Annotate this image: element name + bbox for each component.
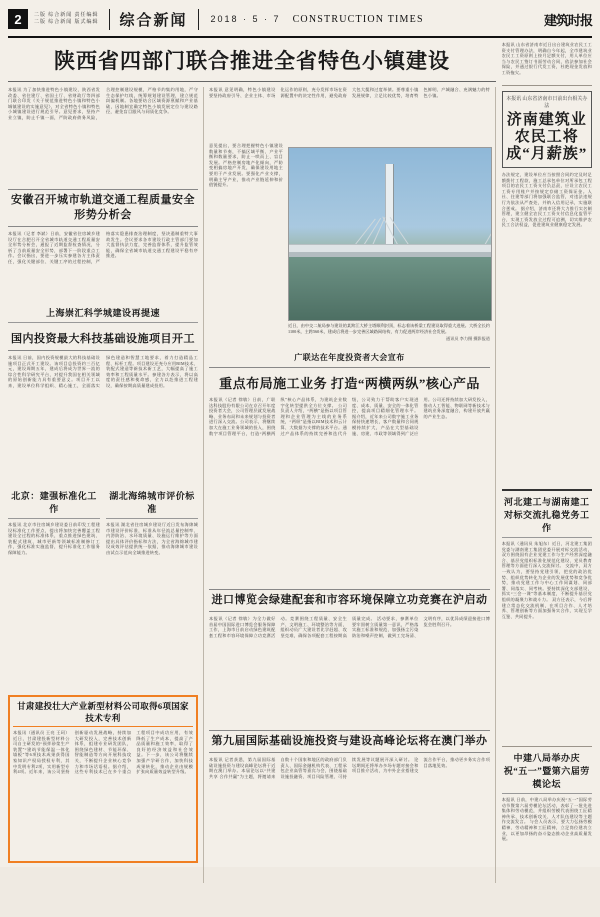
article-body-cscec8: 本报讯 日前，中建八局举办庆祝“五一”国际劳动节暨第六届劳模论坛活动，表彰了一批先进集体和劳动模范，并组织劳模代表围绕工匠精神传承、技术创新攻关、人才队伍建设等主题作交流发言。 与会人员表示，要大力弘扬劳模精神、劳动精神和工匠精神，立足岗位建功立业，以更加昂扬的奋斗姿态推动企业高质量发展。 [501,797,592,842]
article-title-glodon: 重点布局施工业务 打造“两横两纵”核心产品 [219,376,480,391]
column-middle [204,87,496,883]
kicker-glodon: 广联达在年度投资者大会宣布 [209,348,490,368]
divider [502,85,592,86]
feature-headline: 济南建筑业农民工将成“月薪族” [506,112,588,162]
article-title-shanghai: 上海崇汇科学城建设再提速 [8,307,198,323]
feature-kicker: 本报讯 山东省济南市日前出台相关办法 [506,97,588,109]
highlighted-article-body: 本报讯（通讯员 王亮 王珂）近日，甘肃建投新型材料公司自主研发的“预拌砂浆生产装置”“建筑节能保温一体化墙板”等6项技术成果获得国家知识产权局授权专利，其中发明专利2项，实用新型专利4项。近年来，该公司坚持创新驱动发展战略，持续加大研发投入，完善技术创新体系，组建专业研发团队，围绕绿色建材、节能环保、智能制造等方向开展科技攻关，不断提升企业核心竞争力和市场话语权。据介绍，这些专利技术已在多个重点工程项目中成功应用，有效降低了生产成本，提高了产品质量和施工效率，取得了良好的经济效益和社会效益。下一步，该公司将继续加强产学研合作，加快科技成果转化，推动企业由规模扩张向质量效益转型升级。 [13,730,193,775]
feature-headline-block [502,91,592,168]
article-body-beijing-standard: 本报讯 北京市住房城乡建设委日前印发工程建设标准化工作要点，提出将加快完善覆盖工程建设全过程的标准体系，重点推进绿色建筑、装配式建筑、城市更新等领域标准制修订工作，强化标准实施监督，提升标准化工作服务保障能力。 [8,522,100,555]
article-body-macau-forum: 本报讯 记者获悉，第九届国际基础设施投资与建设高峰论坛将于近期在澳门举办。本届论坛以“共建共享 合作共赢”为主题，将邀请来自数十个国家和地区的政府部门负责人、国际金融机构代表、工程承包企业高管等嘉宾与会，围绕基础设施投融资、项目风险管理、可持续发展等议题展开深入研讨。 论坛期间还将举办多场专题对接会和项目推介活动，为中外企业搭建交流合作平台，推动更多务实合作项目落地见效。 [209,757,490,779]
lead-col-2: 意见提出，要合理把握特色小镇建设数量和节奏，不搞区域平衡、产业平衡和数量要求，防止一哄而上、盲目发展。严格控制房地产化倾向，严防变相搞房地产开发，确保建设用地主要用于产业发展。要强化产业支撑，明确主导产业，推动产业链延伸和价值链提升。 [209,143,283,188]
main-headline-wrap [8,42,496,82]
divider-thick [502,489,592,491]
article-title-hebei-hunan: 河北建工与湖南建工对标交流扎稳党务工作 [502,496,592,538]
photo-credit: 通讯员 李力摄 摄影报道 [446,336,490,341]
article-body-hebei-hunan: 本报讯（通讯员 朱旭东）近日，河北建工集团党委与湖南建工集团党委开展对标交流活动，双方围绕国有企业党建工作与生产经营深度融合、基层党组织标准化规范化建设、党员教育管理等方面进行深入交流探讨。 交流中，双方一致认为，要坚持党建引领，把党的政治优势、组织优势转化为企业的发展优势和竞争优势，推动党建工作与中心工作同谋划、同部署、同落实、同考核。要持续深化支部建设，抓实“三会一课”等基本制度，不断提升基层党组织的凝聚力和战斗力。 双方还表示，今后将建立常态化交流机制，在项目合作、人才培养、管理创新等方面加强务实合作，实现互学互鉴、共同提升。 [501,541,592,619]
edition-line-1: 二版 综合新闻 责任编辑 [34,13,99,18]
article-body-anhui-rail: 本报讯（记者 李斌）日前，安徽省住房城乡建设厅在合肥召开全省城市轨道交通工程质量安全形势分析会，通报了近期监督检查情况，分析了当前质量安全形势，部署下一阶段重点工作。会议指出，要进一步压实参建各方主体责任，强化关键部位、关键工序的过程控制，严格落实隐患排查治理制度，坚决遏制重特大事故发生。会议要求各市建设行政主管部门要加大监督执法力度，完善监督体系，提升监管效能，确保全省城市轨道交通工程建设平稳有序推进。 [8,231,198,264]
right-top-body: 本报讯 山东省济南市近日出台建筑业农民工工资支付管理办法，明确自今年起，全市建筑业农民工工资原则上按月足额支付，用人单位应当与农民工签订书面劳动合同，依法参加社会保险，并通过银行代发工资，杜绝现金发放和工资拖欠。 [501,42,592,75]
masthead [8,6,592,38]
main-headline: 陕西省四部门联合推进全省特色小镇建设 [8,42,496,82]
article-title-anhui-rail: 安徽召开城市轨道交通工程质量安全形势分析会 [8,189,198,227]
page-number: 2 [8,9,28,29]
article-body-expo: 本报讯（记者 徐敏）为全力做好首届中国国际进口博览会服务保障工作，上海市日前启动绿色建筑配套工程和市容环境保障立功竞赛活动。竞赛围绕工程质量、安全生产、文明施工、环境整治等方面，组织动员广大建设者比学赶超、攻坚克难，确保各项配套工程按期高质量完成。 活动要求，参赛单位要牢固树立质量第一意识，严格落实施工标准和规范，加强扬尘污染防治和噪声控制，做到工完场清、文明有序，以优异成绩迎接进口博览会胜利召开。 [209,616,490,638]
bridge-photo [288,147,492,321]
column-right [497,42,592,873]
divider [502,746,592,747]
page-body [8,42,592,873]
issue-date: 2018 · 5 · 7 [210,14,281,24]
highlighted-article [8,695,198,863]
edition-line-2: 二版 综合新闻 版式编辑 [34,20,99,25]
photo-water [289,256,491,320]
section-title: 综合新闻 [109,9,199,30]
photo-bridge-deck-shadow [289,252,491,257]
article-title-sci-infra: 国内投资最大科技基础设施项目开工 [8,329,198,351]
highlighted-article-title: 甘肃建投壮大产业新型材料公司取得6项国家技术专利 [13,700,193,727]
photo-caption: 近日，由中交二航局参与建设的某跨江大桥主塔顺利封顶，标志着该桥梁工程建设取得重大进展。大桥全长约1100米，主跨560米，建成后将进一步完善区域路网结构，有力促进两岸经济社会发展。 [288,323,490,334]
article-title-cscec8: 中建八局举办庆祝“五一”暨第六届劳模论坛 [502,752,592,794]
article-body-sci-infra: 本报讯 日前，国内投资规模最大的科技基础设施项目正式开工建设。该项目总投资约三百亿元，建设周期五年，建成后将成为世界一流的综合性科学研究平台，对提升我国在相关领域的原始创新能力具有重要意义。项目开工以来，建设单位科学组织、精心施工，全面落实绿色建造和智慧工地要求，着力打造精品工程、标杆工程。项目建设还充分应用BIM技术、装配式建造等新技术新工艺，大幅提高了施工效率和工程质量水平。参建各方表示，将以高度的责任感和使命感，全力以赴推进工程建设，确保按期高质量建成投用。 [8,355,198,388]
edition-info [34,12,99,26]
article-title-expo: 进口博览会绿建配套和市容环境保障立功竞赛在沪启动 [209,589,490,612]
article-title-macau-forum: 第九届国际基础设施投资与建设高峰论坛将在澳门举办 [209,730,490,753]
feature-body: 办法规定，建设单位应当按照合同约定及时足额拨付工程款，施工总承包单位对所承包工程项目的农民工工资支付负总责，应设立农民工工资专用账户并按规定存储工资保证金。人社、住建等部门将加强联合监管，对违法违规行为依法从严查处，并纳入信用记录，实施联合惩戒。 据介绍，济南市还将大力推行实名制管理，建立健全农民工工资支付信息化监管平台，实现工资发放全过程可追溯，切实维护农民工合法权益，促进建筑业健康稳定发展。 [501,172,592,228]
article-body-glodon: 本报讯（记者 徐敏）日前，广联达科技股份有限公司在京召开年度投资者大会，公司管理层就发展战略、业务布局和未来规划与投资者进行深入交流。公司表示，将继续加大在施工业务领域的投入，围绕数字项目管理平台，打造“两横两纵”核心产品体系，为建筑企业数字化转型提供全方位支撑。 公司负责人介绍，“两横”是指以项目管理和企业管理为主线的业务系统，“两纵”是指以BIM技术和云计算、大数据为支撑的技术平台。通过产品体系的持续完善和迭代升级，公司致力于帮助客户实现进度、成本、质量、安全的一体化管控，提高项目精细化管理水平。 据介绍，近年来公司数字施工业务保持快速增长，客户数量和合同规模持续扩大，产品在大型基础设施、房建、市政等领域得到广泛应用。公司还将持续加大研发投入，推动人工智能、物联网等新技术与建筑业务深度融合，构建开放共赢的产业生态。 [209,397,490,436]
paper-logo: 建筑时报 [543,12,592,28]
paper-name-en: CONSTRUCTION TIMES [292,13,424,25]
article-title-hubei-sponge: 湖北海绵城市评价标准 [106,490,198,519]
column-left [8,87,204,883]
article-body-hubei-sponge: 本报讯 湖北省住房城乡建设厅近日发布海绵城市建设评价标准，标准从年径流总量控制率、内涝防治、水环境质量、设施运行维护等方面提出具体评价指标和方法，为全省海绵城市建设成效评估提供统一依据，推动海绵城市建设由试点示范向全域推进转变。 [106,522,198,555]
photo-bridge-pylon-1 [385,164,394,256]
article-title-beijing-standard: 北京：建强标准化工作 [8,490,100,519]
lead-continuation: 本报讯 意见明确，特色小镇建设要坚持政府引导、企业主体、市场化运作的原则，充分发挥市场在资源配置中的决定性作用，避免政府大包大揽和过度举债。要尊重小镇发展规律，立足比较优势，培育特色鲜明、产城融合、充满魅力的特色小镇。 [209,87,490,98]
lead-article-body: 本报讯 为了加快推进特色小镇建设，陕西省发改委、省住建厅、省国土厅、省财政厅等四部门联合印发《关于规范推进特色小镇和特色小城镇建设的实施意见》，对全省特色小镇和特色小城镇建设进行规范引导。意见要求，坚持产业立镇，防止千镇一面，严防政府债务风险，合理控制建设规模，严格节约集约用地，严守生态保护红线，统筹规划建设管理，建立规范纠偏机制。各地要结合区域资源禀赋和产业基础，因地制宜确定特色小镇发展定位与建设路径，避免盲目跟风与同质化竞争。 [8,87,198,120]
